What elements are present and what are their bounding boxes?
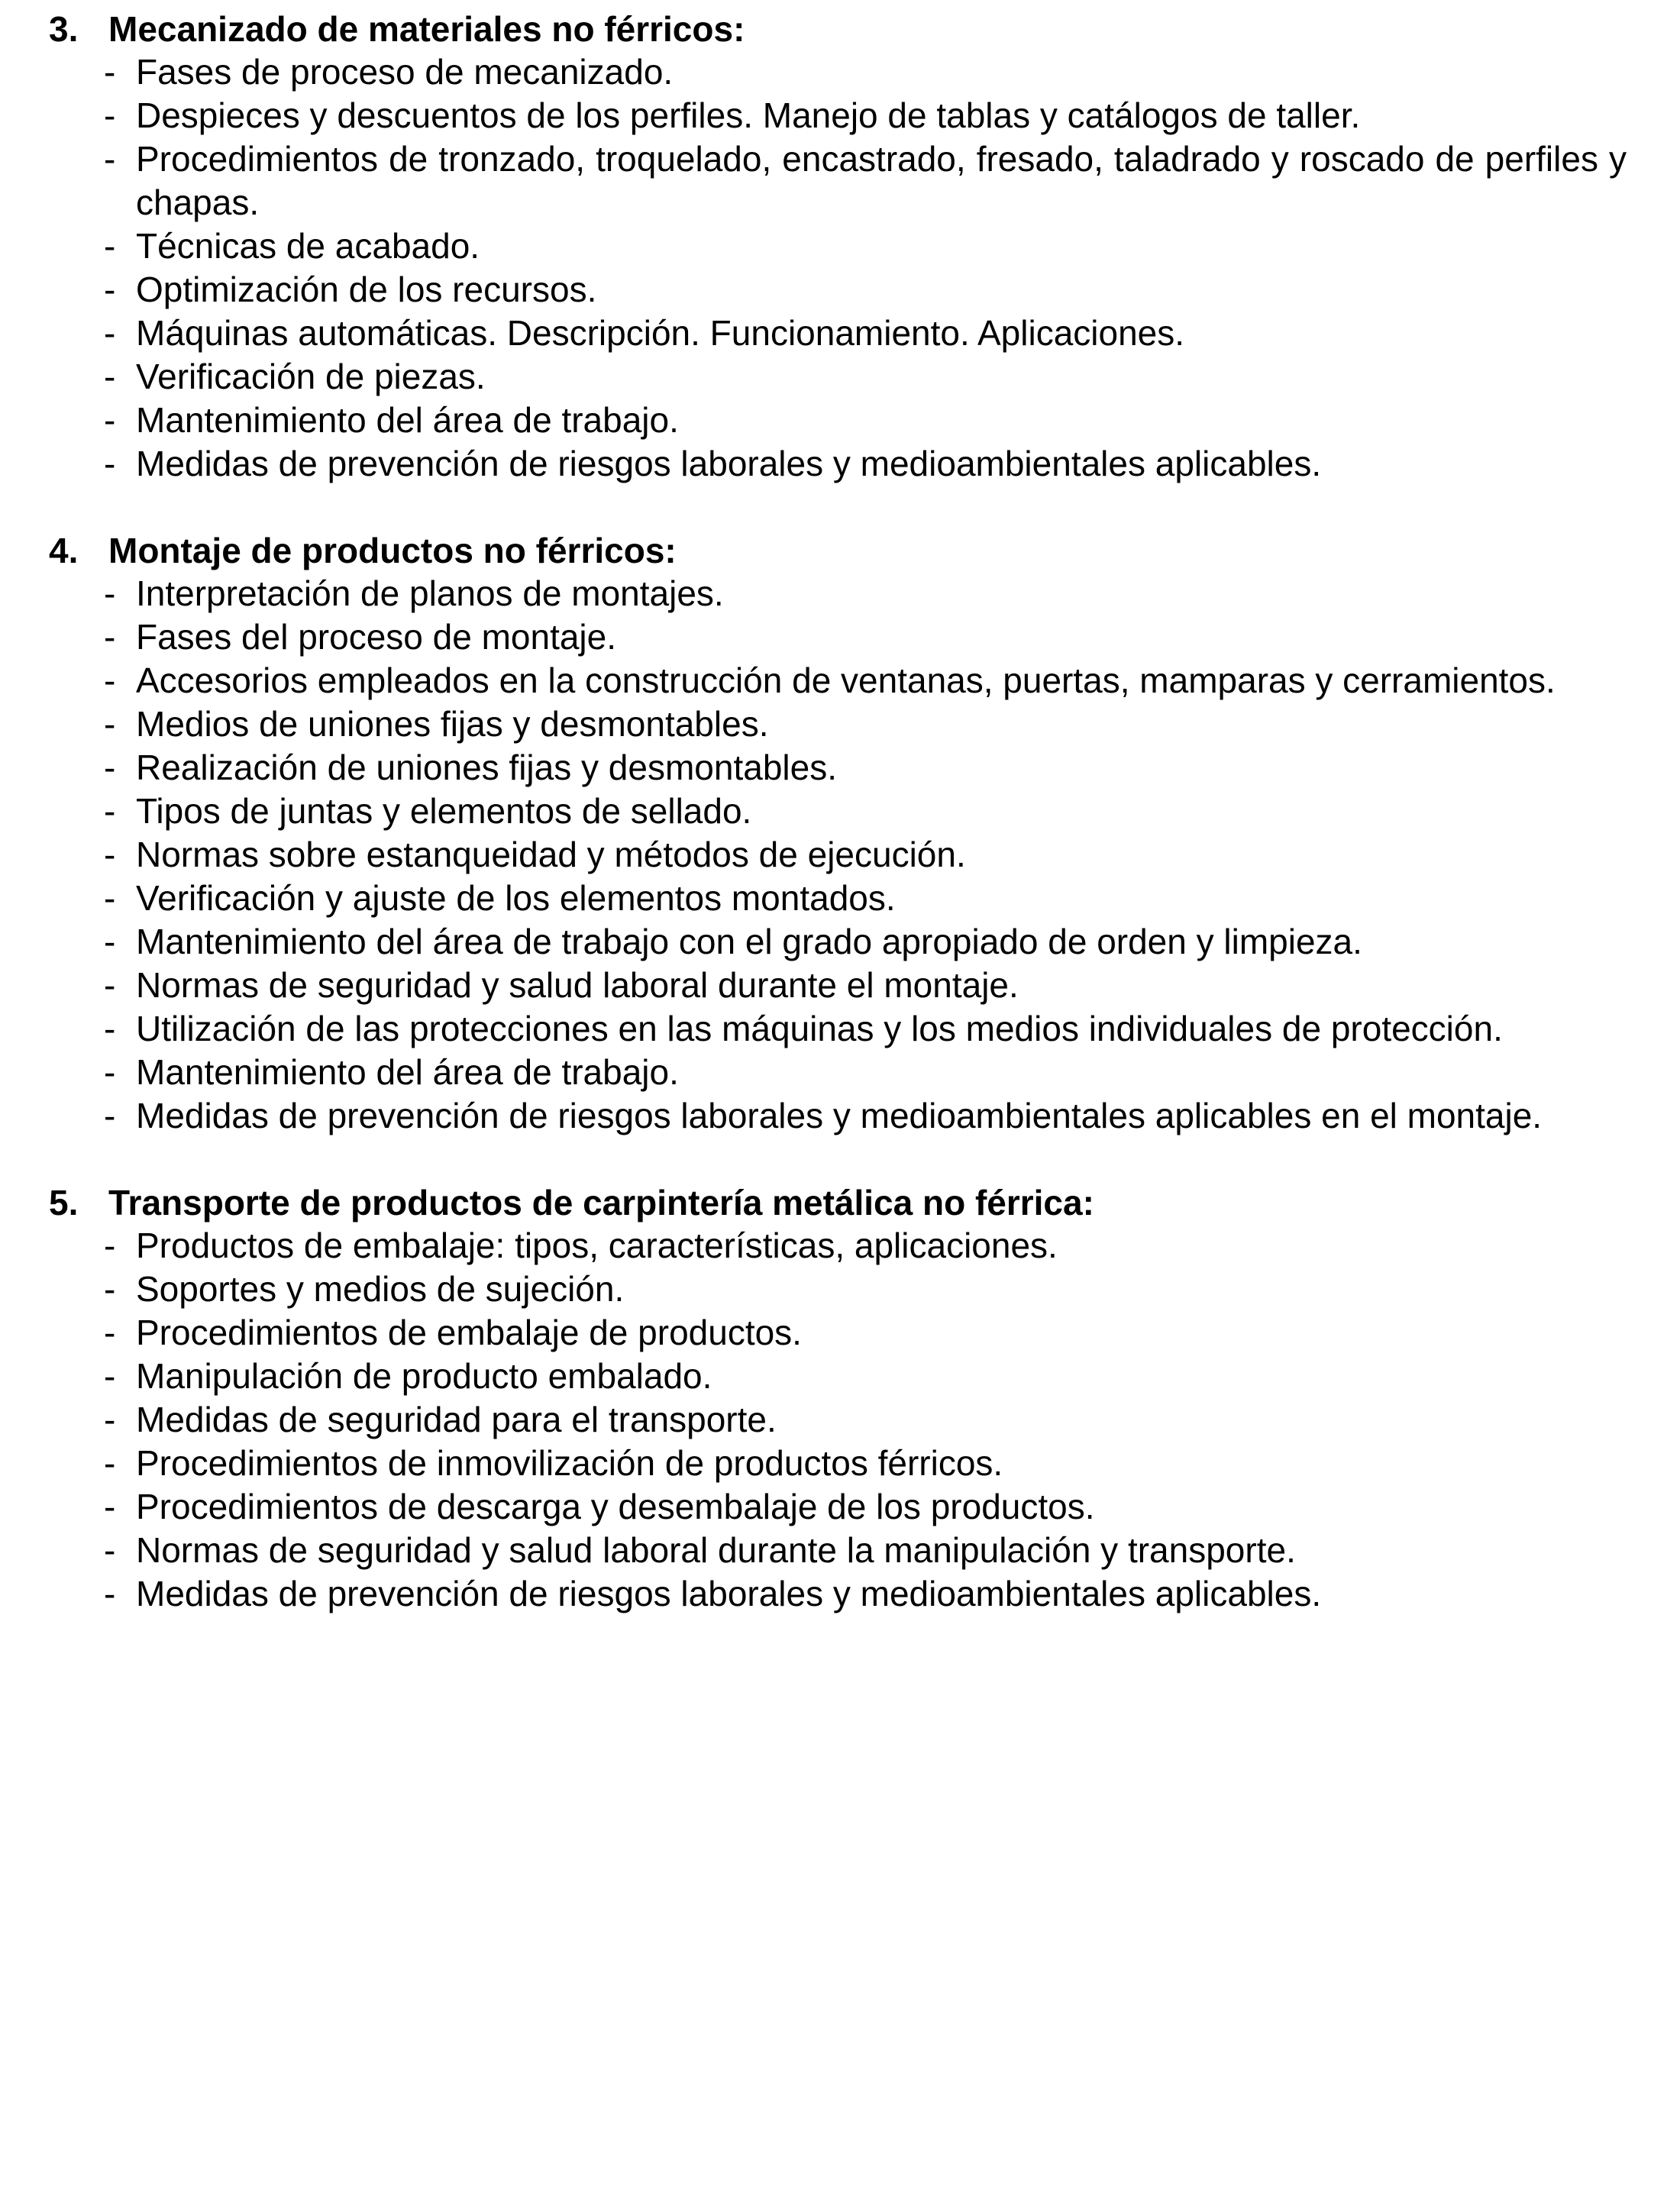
list-item-text: Optimización de los recursos. [136, 270, 597, 309]
dash-bullet: - [104, 1009, 116, 1048]
dash-bullet: - [104, 357, 116, 396]
list-item [0, 1007, 1680, 1051]
list-item-text: Despieces y descuentos de los perfiles. Manejo de tablas y catálogos de taller. [136, 95, 1361, 135]
list-item-text: Normas de seguridad y salud laboral durante el montaje. [136, 965, 1019, 1005]
section-heading [0, 1181, 1680, 1224]
dash-bullet: - [104, 573, 116, 613]
dash-bullet: - [104, 95, 116, 135]
list-item [0, 877, 1680, 920]
list-item [0, 312, 1680, 355]
list-item-text: Medidas de prevención de riesgos laborales y medioambientales aplicables en el montaje. [136, 1096, 1543, 1135]
list-item [0, 920, 1680, 964]
dash-bullet: - [104, 660, 116, 700]
list-item [0, 442, 1680, 486]
list-item-text: Mantenimiento del área de trabajo. [136, 400, 679, 440]
dash-bullet: - [104, 1096, 116, 1135]
dash-bullet: - [104, 1443, 116, 1483]
list-item [0, 1051, 1680, 1094]
section-number: 5. [49, 1183, 79, 1222]
dash-bullet: - [104, 1487, 116, 1526]
dash-bullet: - [104, 748, 116, 787]
list-item-text: Medidas de seguridad para el transporte. [136, 1400, 777, 1439]
list-item-text: Productos de embalaje: tipos, características, aplicaciones. [136, 1226, 1058, 1265]
section-heading [0, 8, 1680, 50]
list-item [0, 1529, 1680, 1572]
dash-bullet: - [104, 1530, 116, 1570]
list-item [0, 94, 1680, 137]
document-page [0, 8, 1680, 1659]
list-item [0, 224, 1680, 268]
list-item-text: Procedimientos de tronzado, troquelado, encastrado, fresado, taladrado y roscado de perfiles y chapas. [136, 139, 1627, 222]
dash-bullet: - [104, 1313, 116, 1352]
list-item [0, 1311, 1680, 1355]
list-item-text: Accesorios empleados en la construcción de ventanas, puertas, mamparas y cerramientos. [136, 660, 1556, 700]
list-item-text: Medidas de prevención de riesgos laborales y medioambientales aplicables. [136, 444, 1322, 483]
section-number: 3. [49, 9, 79, 49]
list-item [0, 268, 1680, 312]
list-item [0, 1485, 1680, 1529]
list-item [0, 702, 1680, 746]
list-item-text: Fases de proceso de mecanizado. [136, 52, 674, 92]
list-item [0, 1268, 1680, 1311]
section-5 [0, 1181, 1680, 1616]
section-3 [0, 8, 1680, 486]
list-item [0, 964, 1680, 1007]
list-item [0, 790, 1680, 833]
list-item [0, 1355, 1680, 1398]
dash-bullet: - [104, 1052, 116, 1092]
list-item-text: Normas sobre estanqueidad y métodos de ejecución. [136, 835, 966, 874]
dash-bullet: - [104, 313, 116, 353]
section-4 [0, 529, 1680, 1138]
list-item [0, 572, 1680, 615]
list-item-text: Verificación y ajuste de los elementos montados. [136, 878, 896, 918]
dash-bullet: - [104, 791, 116, 831]
list-item [0, 355, 1680, 399]
section-number: 4. [49, 531, 79, 570]
dash-bullet: - [104, 1574, 116, 1613]
list-item [0, 746, 1680, 790]
bullet-list [0, 572, 1680, 1138]
list-item-text: Utilización de las protecciones en las máquinas y los medios individuales de protección. [136, 1009, 1503, 1048]
list-item-text: Máquinas automáticas. Descripción. Funcionamiento. Aplicaciones. [136, 313, 1185, 353]
dash-bullet: - [104, 1269, 116, 1309]
dash-bullet: - [104, 1400, 116, 1439]
list-item-text: Procedimientos de inmovilización de productos férricos. [136, 1443, 1003, 1483]
section-title: Transporte de productos de carpintería metálica no férrica: [108, 1183, 1094, 1222]
dash-bullet: - [104, 52, 116, 92]
list-item [0, 1398, 1680, 1442]
dash-bullet: - [104, 226, 116, 266]
list-item-text: Normas de seguridad y salud laboral durante la manipulación y transporte. [136, 1530, 1296, 1570]
dash-bullet: - [104, 922, 116, 961]
list-item-text: Mantenimiento del área de trabajo con el grado apropiado de orden y limpieza. [136, 922, 1362, 961]
dash-bullet: - [104, 444, 116, 483]
list-item-text: Interpretación de planos de montajes. [136, 573, 724, 613]
section-title: Montaje de productos no férricos: [108, 531, 677, 570]
list-item-text: Medios de uniones fijas y desmontables. [136, 704, 769, 744]
list-item [0, 1094, 1680, 1138]
dash-bullet: - [104, 1226, 116, 1265]
dash-bullet: - [104, 270, 116, 309]
list-item [0, 1442, 1680, 1485]
dash-bullet: - [104, 617, 116, 657]
list-item-text: Procedimientos de descarga y desembalaje de los productos. [136, 1487, 1095, 1526]
list-item [0, 137, 1680, 224]
list-item [0, 833, 1680, 877]
list-item [0, 399, 1680, 442]
list-item [0, 1224, 1680, 1268]
dash-bullet: - [104, 704, 116, 744]
dash-bullet: - [104, 878, 116, 918]
dash-bullet: - [104, 965, 116, 1005]
list-item-text: Manipulación de producto embalado. [136, 1356, 712, 1396]
bullet-list [0, 1224, 1680, 1616]
list-item-text: Soportes y medios de sujeción. [136, 1269, 625, 1309]
list-item-text: Tipos de juntas y elementos de sellado. [136, 791, 752, 831]
list-item-text: Procedimientos de embalaje de productos. [136, 1313, 802, 1352]
list-item-text: Realización de uniones fijas y desmontables. [136, 748, 837, 787]
list-item [0, 1572, 1680, 1616]
list-item-text: Mantenimiento del área de trabajo. [136, 1052, 679, 1092]
section-title: Mecanizado de materiales no férricos: [108, 9, 745, 49]
dash-bullet: - [104, 835, 116, 874]
dash-bullet: - [104, 400, 116, 440]
list-item-text: Técnicas de acabado. [136, 226, 480, 266]
list-item-text: Medidas de prevención de riesgos laborales y medioambientales aplicables. [136, 1574, 1322, 1613]
dash-bullet: - [104, 1356, 116, 1396]
list-item-text: Verificación de piezas. [136, 357, 486, 396]
list-item [0, 659, 1680, 702]
section-heading [0, 529, 1680, 572]
list-item [0, 615, 1680, 659]
bullet-list [0, 50, 1680, 486]
list-item [0, 50, 1680, 94]
dash-bullet: - [104, 139, 116, 179]
list-item-text: Fases del proceso de montaje. [136, 617, 617, 657]
